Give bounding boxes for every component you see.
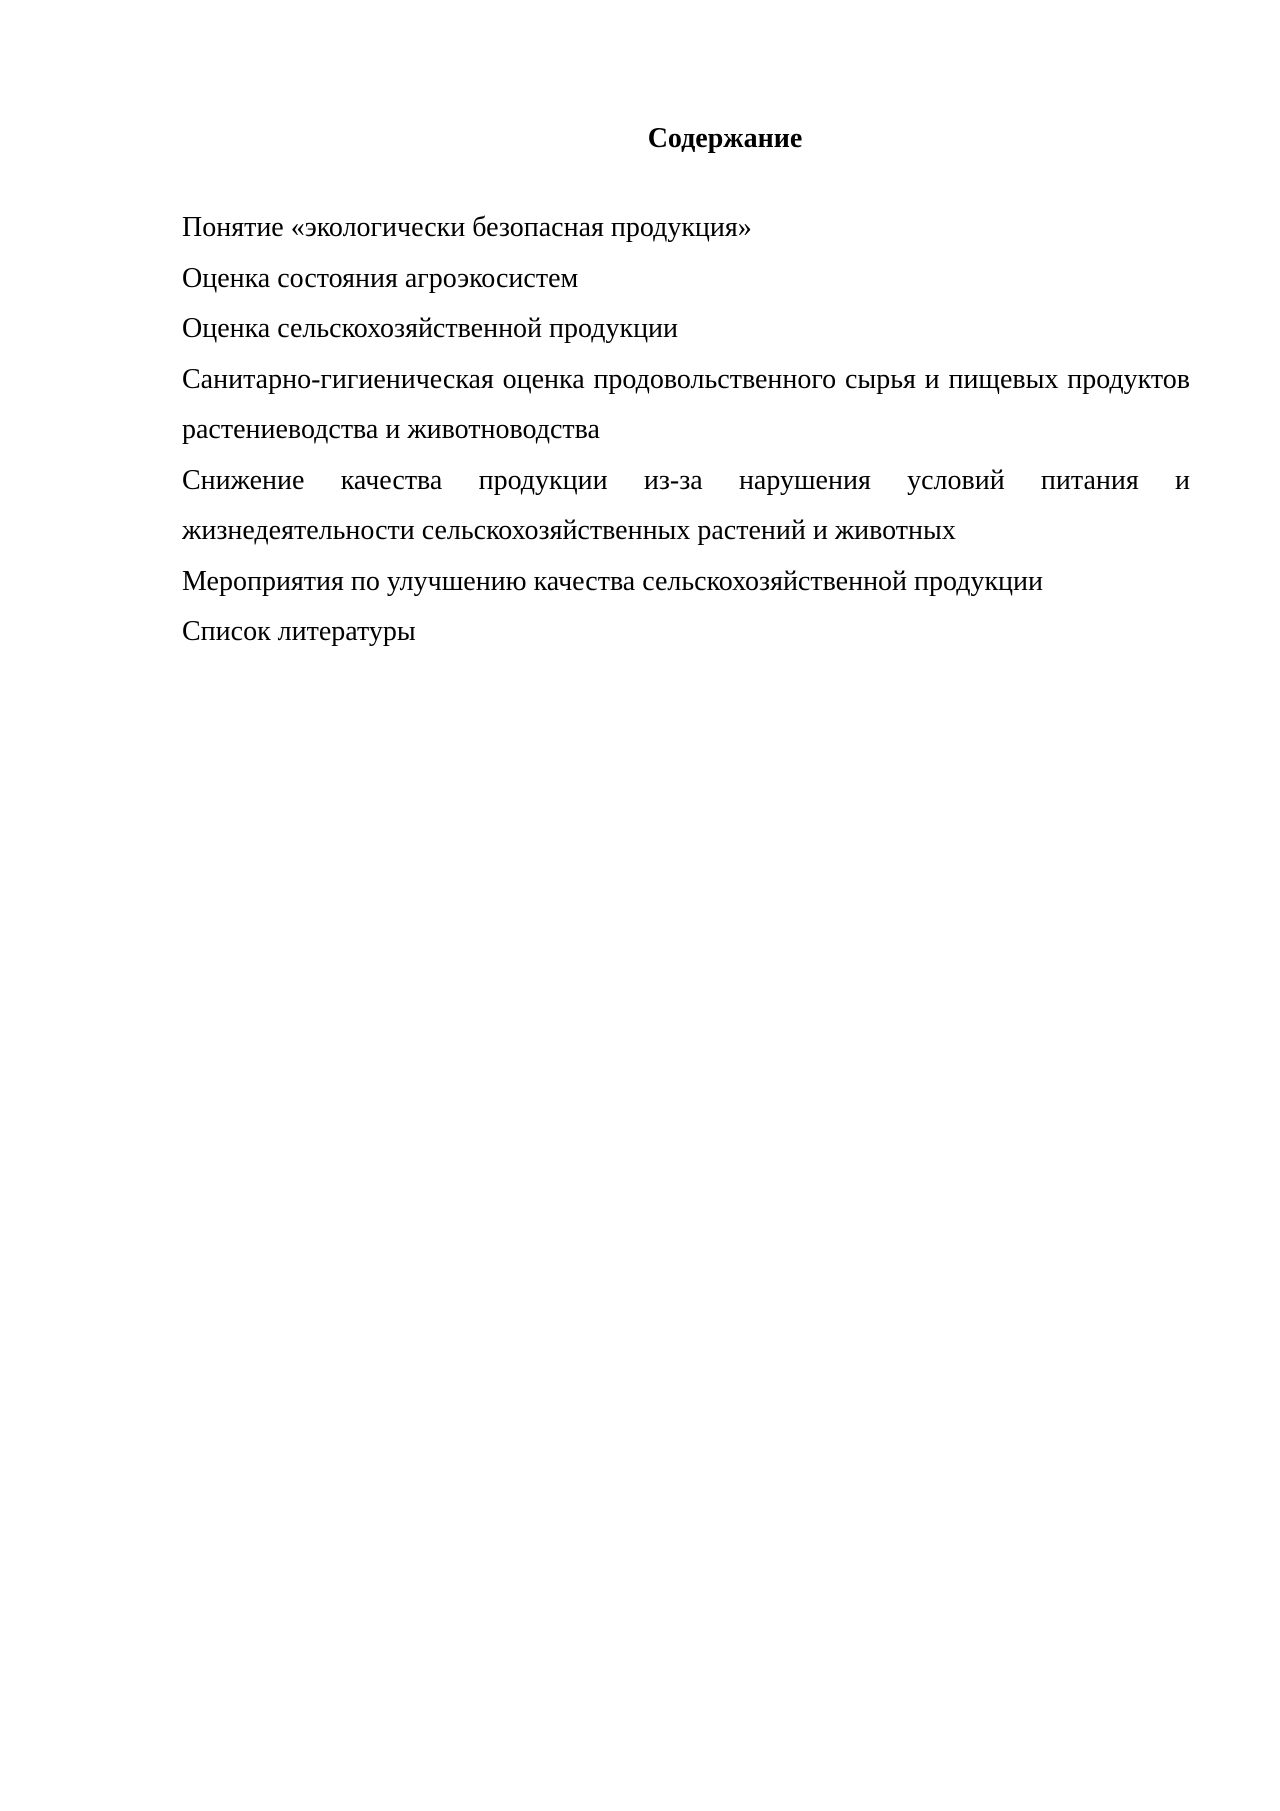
table-of-contents bbox=[182, 203, 1190, 658]
toc-item: Санитарно-гигиеническая оценка продовольственного сырья и пищевых продуктов растениеводства и животноводства bbox=[182, 363, 1190, 445]
toc-item: Мероприятия по улучшению качества сельскохозяйственной продукции bbox=[182, 565, 1044, 597]
toc-item: Список литературы bbox=[182, 616, 416, 647]
page-title: Содержание bbox=[647, 123, 803, 154]
toc-item: Снижение качества продукции из-за нарушения условий питания и жизнедеятельности сельскохозяйственных растений и животных bbox=[182, 464, 1190, 546]
toc-item: Понятие «экологически безопасная продукция» bbox=[182, 212, 752, 243]
toc-item: Оценка состояния агроэкосистем bbox=[182, 262, 579, 294]
toc-item: Оценка сельскохозяйственной продукции bbox=[182, 313, 679, 344]
